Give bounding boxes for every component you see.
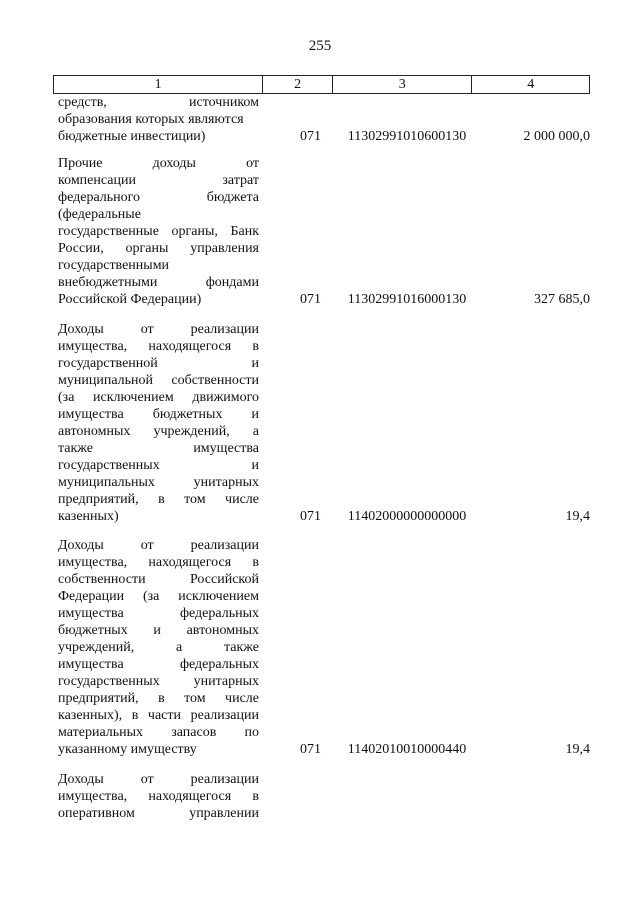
description-line: бюджетные инвестиции) bbox=[58, 129, 206, 144]
description-line: федерального бюджета bbox=[58, 190, 259, 205]
amount: 19,4 bbox=[565, 742, 590, 757]
page-number: 255 bbox=[308, 38, 332, 54]
description-line: имущества, находящегося в bbox=[58, 339, 259, 354]
table-row bbox=[58, 155, 590, 308]
description-line: Российской Федерации) bbox=[58, 292, 202, 307]
table-header bbox=[53, 75, 590, 94]
description-line: имущества федеральных bbox=[58, 606, 259, 621]
row-description bbox=[58, 321, 259, 525]
description-line: казенных), в части реализации bbox=[58, 708, 259, 723]
description-line: Доходы от реализации bbox=[58, 538, 259, 553]
column-header-3: 3 bbox=[333, 76, 472, 93]
description-line: Доходы от реализации bbox=[58, 322, 259, 337]
description-line: автономных учреждений, а bbox=[58, 424, 259, 439]
description-line: бюджетных и автономных bbox=[58, 623, 259, 638]
description-line: внебюджетными фондами bbox=[58, 275, 259, 290]
description-line: имущества, находящегося в bbox=[58, 555, 259, 570]
description-line: государственных и bbox=[58, 458, 259, 473]
amount: 19,4 bbox=[565, 509, 590, 524]
description-line: муниципальных унитарных bbox=[58, 475, 259, 490]
column-header-2: 2 bbox=[263, 76, 333, 93]
description-line: образования которых являются bbox=[58, 112, 244, 127]
admin-code: 071 bbox=[300, 292, 321, 307]
budget-code: 11402000000000000 bbox=[347, 509, 467, 524]
description-line: государственными bbox=[58, 258, 170, 273]
description-line: имущества федеральных bbox=[58, 657, 259, 672]
table-row bbox=[58, 94, 590, 145]
description-line: государственной и bbox=[58, 356, 259, 371]
description-line: предприятий, в том числе bbox=[58, 492, 259, 507]
table-row bbox=[58, 537, 590, 758]
table-row bbox=[58, 321, 590, 525]
admin-code: 071 bbox=[300, 509, 321, 524]
description-line: учреждений, а также bbox=[58, 640, 259, 655]
description-line: (федеральные bbox=[58, 207, 141, 222]
description-line: имущества, находящегося в bbox=[58, 789, 259, 804]
amount: 327 685,0 bbox=[534, 292, 590, 307]
admin-code: 071 bbox=[300, 742, 321, 757]
row-description bbox=[58, 771, 259, 822]
description-line: предприятий, в том числе bbox=[58, 691, 259, 706]
description-line: России, органы управления bbox=[58, 241, 259, 256]
budget-code: 11402010010000440 bbox=[347, 742, 467, 757]
description-line: имущества бюджетных и bbox=[58, 407, 259, 422]
description-line: материальных запасов по bbox=[58, 725, 259, 740]
budget-code: 11302991010600130 bbox=[347, 129, 467, 144]
description-line: Прочие доходы от bbox=[58, 156, 259, 171]
admin-code: 071 bbox=[300, 129, 321, 144]
row-description bbox=[58, 155, 259, 308]
row-description bbox=[58, 94, 259, 145]
amount: 2 000 000,0 bbox=[523, 129, 590, 144]
description-line: Федерации (за исключением bbox=[58, 589, 259, 604]
description-line: муниципальной собственности bbox=[58, 373, 259, 388]
row-description bbox=[58, 537, 259, 758]
description-line: государственных унитарных bbox=[58, 674, 259, 689]
column-header-1: 1 bbox=[54, 76, 263, 93]
table-row bbox=[58, 771, 590, 822]
description-line: компенсации затрат bbox=[58, 173, 259, 188]
description-line: собственности Российской bbox=[58, 572, 259, 587]
description-line: также имущества bbox=[58, 441, 259, 456]
description-line: (за исключением движимого bbox=[58, 390, 259, 405]
description-line: указанному имуществу bbox=[58, 742, 197, 757]
description-line: Доходы от реализации bbox=[58, 772, 259, 787]
budget-code: 11302991016000130 bbox=[347, 292, 467, 307]
column-header-4: 4 bbox=[527, 77, 535, 92]
description-line: государственные органы, Банк bbox=[58, 224, 259, 239]
description-line: казенных) bbox=[58, 509, 119, 524]
description-line: оперативном управлении bbox=[58, 806, 259, 821]
description-line: средств, источником bbox=[58, 95, 259, 110]
